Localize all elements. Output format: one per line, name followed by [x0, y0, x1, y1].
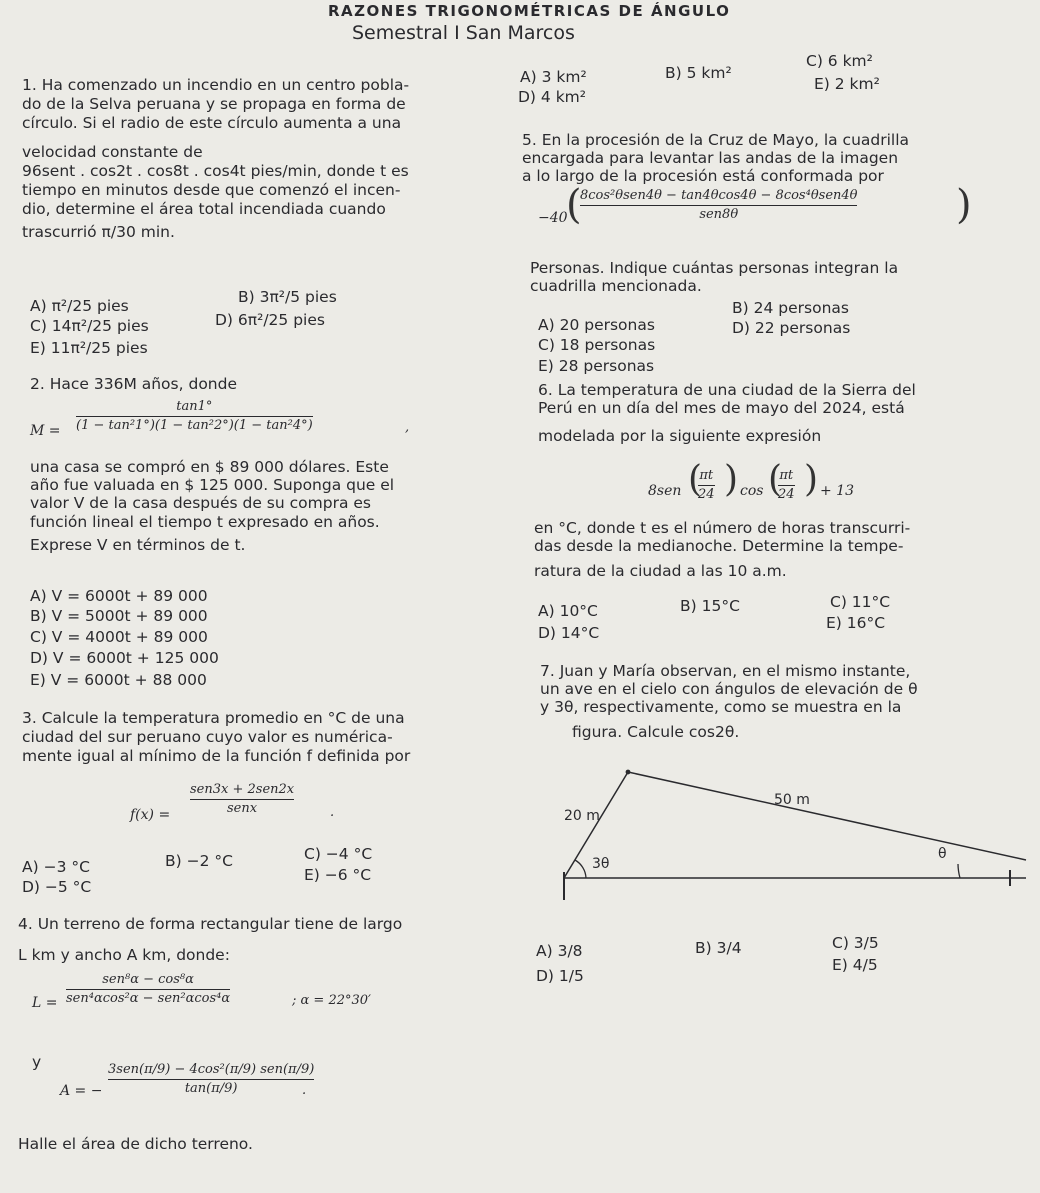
option-c-km[interactable]: C) 6 km²: [806, 52, 873, 70]
q3-line: mente igual al mínimo de la función f definida por: [22, 747, 411, 765]
q1-line: velocidad constante de: [22, 143, 203, 161]
q4-formula-a-tail: .: [302, 1083, 307, 1098]
q3-line: 3. Calcule la temperatura promedio en °C de una: [22, 709, 405, 727]
q4-a-numerator: 3sen(π/9) − 4cos²(π/9) sen(π/9): [108, 1062, 315, 1077]
q7-triangle-figure: [540, 760, 1030, 910]
q2-fraction: [76, 399, 313, 434]
q7-option-d[interactable]: D) 1/5: [536, 967, 584, 985]
q6-arg2: πt: [779, 468, 794, 483]
q2-line: Exprese V en términos de t.: [30, 536, 246, 554]
header-subtitle: Semestral I San Marcos: [352, 22, 575, 44]
q2-formula-lhs: M =: [30, 423, 61, 439]
q1-option-c[interactable]: C) 14π²/25 pies: [30, 317, 149, 335]
left-paren: (: [768, 459, 783, 500]
q5-option-b[interactable]: B) 24 personas: [732, 299, 849, 317]
label-theta: θ: [938, 846, 947, 862]
option-a-km[interactable]: A) 3 km²: [520, 68, 587, 86]
q4-formula-a-lhs: A = −: [60, 1083, 103, 1099]
q4-line: 4. Un terreno de forma rectangular tiene de largo: [18, 915, 403, 933]
q5-after: cuadrilla mencionada.: [530, 277, 702, 295]
q1-option-d[interactable]: D) 6π²/25 pies: [215, 311, 325, 329]
q4-a-denominator: tan(π/9): [184, 1081, 238, 1096]
q5-option-d[interactable]: D) 22 personas: [732, 319, 851, 337]
q4-fraction-a: [108, 1062, 314, 1097]
left-paren: (: [688, 459, 703, 500]
q3-line: ciudad del sur peruano cuyo valor es numérica-: [22, 728, 393, 746]
q7-line: 7. Juan y María observan, en el mismo instante,: [540, 662, 911, 680]
q6-den1: 24: [698, 487, 715, 502]
q1-line: do de la Selva peruana y se propaga en forma de: [22, 95, 406, 113]
q4-l-denominator: sen⁴αcos²α − sen²αcos⁴α: [66, 991, 231, 1006]
q4-formula-l-tail: ; α = 22°30′: [292, 993, 371, 1008]
q6-formula-a: 8sen: [648, 483, 682, 499]
q2-option-a[interactable]: A) V = 6000t + 89 000: [30, 587, 208, 605]
q4-closing: Halle el área de dicho terreno.: [18, 1135, 253, 1153]
q3-option-e[interactable]: E) −6 °C: [304, 866, 372, 884]
q1-line: círculo. Si el radio de este círculo aumenta a una: [22, 114, 402, 132]
q5-option-e[interactable]: E) 28 personas: [538, 357, 655, 375]
q2-line: una casa se compró en $ 89 000 dólares. Este: [30, 458, 389, 476]
right-paren: ): [724, 459, 739, 500]
option-d-km[interactable]: D) 4 km²: [518, 88, 586, 106]
q7-line: un ave en el cielo con ángulos de elevación de θ: [540, 680, 918, 698]
q3-formula-tail: .: [330, 805, 335, 820]
q6-option-d[interactable]: D) 14°C: [538, 624, 600, 642]
q5-formula-lhs: −40: [538, 210, 568, 226]
right-paren: ): [804, 459, 819, 500]
q7-option-b[interactable]: B) 3/4: [695, 939, 742, 957]
q5-line: 5. En la procesión de la Cruz de Mayo, la cuadrilla: [522, 131, 910, 149]
q1-line: trascurrió π/30 min.: [22, 223, 175, 241]
header-title: RAZONES TRIGONOMÉTRICAS DE ÁNGULO: [328, 2, 731, 20]
q2-line: valor V de la casa después de su compra es: [30, 494, 371, 512]
q3-option-c[interactable]: C) −4 °C: [304, 845, 373, 863]
q5-numerator: 8cos²θsen4θ − tan4θcos4θ − 8cos⁴θsen4θ: [580, 188, 858, 203]
q6-line: modelada por la siguiente expresión: [538, 427, 822, 445]
q5-denominator: sen8θ: [699, 207, 739, 222]
q3-numerator: sen3x + 2sen2x: [190, 782, 295, 797]
q1-option-a[interactable]: A) π²/25 pies: [30, 297, 129, 315]
label-20m: 20 m: [564, 808, 600, 824]
q6-fraction-2: [778, 468, 795, 503]
q7-option-c[interactable]: C) 3/5: [832, 934, 879, 952]
q3-formula-lhs: f(x) =: [130, 807, 171, 823]
q2-option-d[interactable]: D) V = 6000t + 125 000: [30, 649, 219, 667]
q6-after: das desde la medianoche. Determine la tempe-: [534, 537, 904, 555]
right-paren: ): [956, 182, 972, 228]
q6-option-b[interactable]: B) 15°C: [680, 597, 740, 615]
q1-line: 96sent . cos2t . cos8t . cos4t pies/min, donde t es: [22, 162, 409, 180]
q1-option-b[interactable]: B) 3π²/5 pies: [238, 288, 337, 306]
q4-formula-l-lhs: L =: [32, 995, 58, 1011]
q4-fraction-l: [66, 972, 230, 1007]
q5-line: encargada para levantar las andas de la imagen: [522, 149, 899, 167]
q6-after: ratura de la ciudad a las 10 a.m.: [534, 562, 787, 580]
q3-option-d[interactable]: D) −5 °C: [22, 878, 92, 896]
q7-option-e[interactable]: E) 4/5: [832, 956, 878, 974]
label-50m: 50 m: [774, 792, 810, 808]
q1-line: tiempo en minutos desde que comenzó el incen-: [22, 181, 401, 199]
q5-after: Personas. Indique cuántas personas integran la: [530, 259, 899, 277]
q3-option-b[interactable]: B) −2 °C: [165, 852, 233, 870]
q3-option-a[interactable]: A) −3 °C: [22, 858, 90, 876]
left-paren: (: [566, 182, 582, 228]
q2-option-b[interactable]: B) V = 5000t + 89 000: [30, 607, 208, 625]
q2-intro: 2. Hace 336M años, donde: [30, 375, 237, 393]
q1-option-e[interactable]: E) 11π²/25 pies: [30, 339, 148, 357]
q4-y-label: y: [32, 1053, 42, 1071]
q2-option-c[interactable]: C) V = 4000t + 89 000: [30, 628, 208, 646]
q5-line: a lo largo de la procesión está conformada por: [522, 167, 884, 185]
q4-l-numerator: sen⁸α − cos⁸α: [102, 972, 194, 987]
q7-line: y 3θ, respectivamente, como se muestra en la: [540, 698, 902, 716]
q6-option-c[interactable]: C) 11°C: [830, 593, 891, 611]
q6-after: en °C, donde t es el número de horas transcurri-: [534, 519, 911, 537]
q3-fraction: [190, 782, 294, 817]
q6-line: Perú en un día del mes de mayo del 2024, está: [538, 399, 905, 417]
q6-option-e[interactable]: E) 16°C: [826, 614, 886, 632]
option-e-km[interactable]: E) 2 km²: [814, 75, 880, 93]
label-3theta: 3θ: [592, 856, 610, 872]
q5-option-c[interactable]: C) 18 personas: [538, 336, 656, 354]
q6-formula-b: cos: [740, 483, 764, 499]
q7-option-a[interactable]: A) 3/8: [536, 942, 583, 960]
q3-denominator: senx: [227, 801, 258, 816]
q2-line: función lineal el tiempo t expresado en años.: [30, 513, 380, 531]
q2-option-e[interactable]: E) V = 6000t + 88 000: [30, 671, 207, 689]
q6-arg1: πt: [699, 468, 714, 483]
q2-formula-tail: ,: [405, 420, 410, 435]
q1-line: dio, determine el área total incendiada cuando: [22, 200, 386, 218]
q1-line: 1. Ha comenzado un incendio en un centro pobla-: [22, 76, 410, 94]
q6-option-a[interactable]: A) 10°C: [538, 602, 598, 620]
q4-line: L km y ancho A km, donde:: [18, 946, 230, 964]
q6-formula-tail: + 13: [820, 483, 854, 499]
q6-fraction-1: [698, 468, 715, 503]
q2-numerator: tan1°: [176, 399, 213, 414]
q5-fraction: [580, 188, 857, 223]
q7-line: figura. Calcule cos2θ.: [572, 723, 740, 741]
q2-line: año fue valuada en $ 125 000. Suponga que el: [30, 476, 395, 494]
q6-den2: 24: [778, 487, 795, 502]
q6-line: 6. La temperatura de una ciudad de la Sierra del: [538, 381, 916, 399]
option-b-km[interactable]: B) 5 km²: [665, 64, 732, 82]
q2-denominator: (1 − tan²1°)(1 − tan²2°)(1 − tan²4°): [76, 418, 313, 433]
q5-option-a[interactable]: A) 20 personas: [538, 316, 655, 334]
